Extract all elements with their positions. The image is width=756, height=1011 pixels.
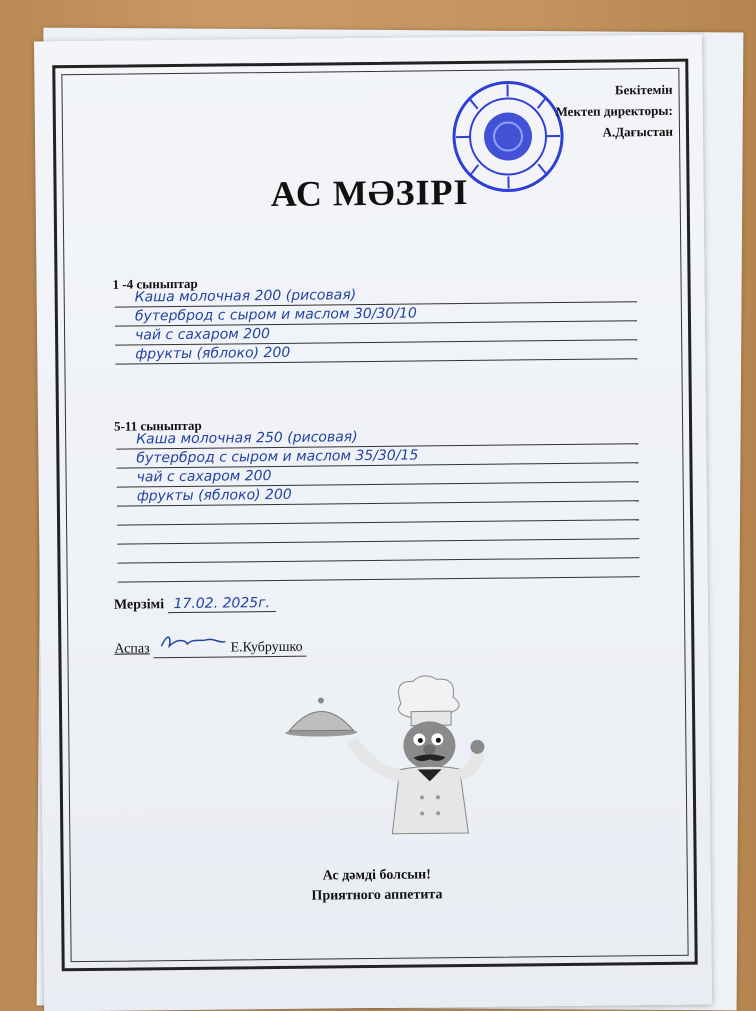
date-label: Мерзімі [114,597,164,613]
menu-item: фрукты (яблоко) 200 [117,482,639,506]
approval-line-1: Бекітемін [555,79,672,101]
section-1-menu [115,283,638,364]
menu-item: чай с сахаром 200 [116,463,638,487]
cook-signature-icon [157,632,227,653]
cook-row [114,631,306,659]
approval-block [555,79,673,143]
menu-document [34,35,712,1011]
footer-line-1: Ас дәмді болсын! [43,862,711,889]
menu-item: Каша молочная 200 (рисовая) [115,283,637,307]
section-2-label: 5-11 сыныптар [114,418,202,435]
approval-line-2: Мектеп директоры: [555,100,672,122]
cook-name: Е.Кубрушко [231,640,303,656]
menu-item: Каша молочная 250 (рисовая) [116,425,638,449]
menu-item: бутерброд с сыром и маслом 35/30/15 [116,444,638,468]
section-2-menu [116,425,640,582]
menu-item: чай с сахаром 200 [115,321,637,345]
footer-greeting [43,862,711,909]
footer-line-2: Приятного аппетита [43,882,711,909]
chef-illustration [281,673,493,845]
date-value: 17.02. 2025г. [167,595,276,613]
approval-line-3: А.Дағыстан [556,121,673,143]
menu-item: бутерброд с сыром и маслом 30/30/10 [115,302,637,326]
menu-item: фрукты (яблоко) 200 [115,340,637,364]
page-title: АС МӘЗІРІ [35,168,703,217]
cook-label: Аспаз [114,641,149,656]
section-1-label: 1 -4 сыныптар [112,276,197,293]
date-row [114,595,276,614]
